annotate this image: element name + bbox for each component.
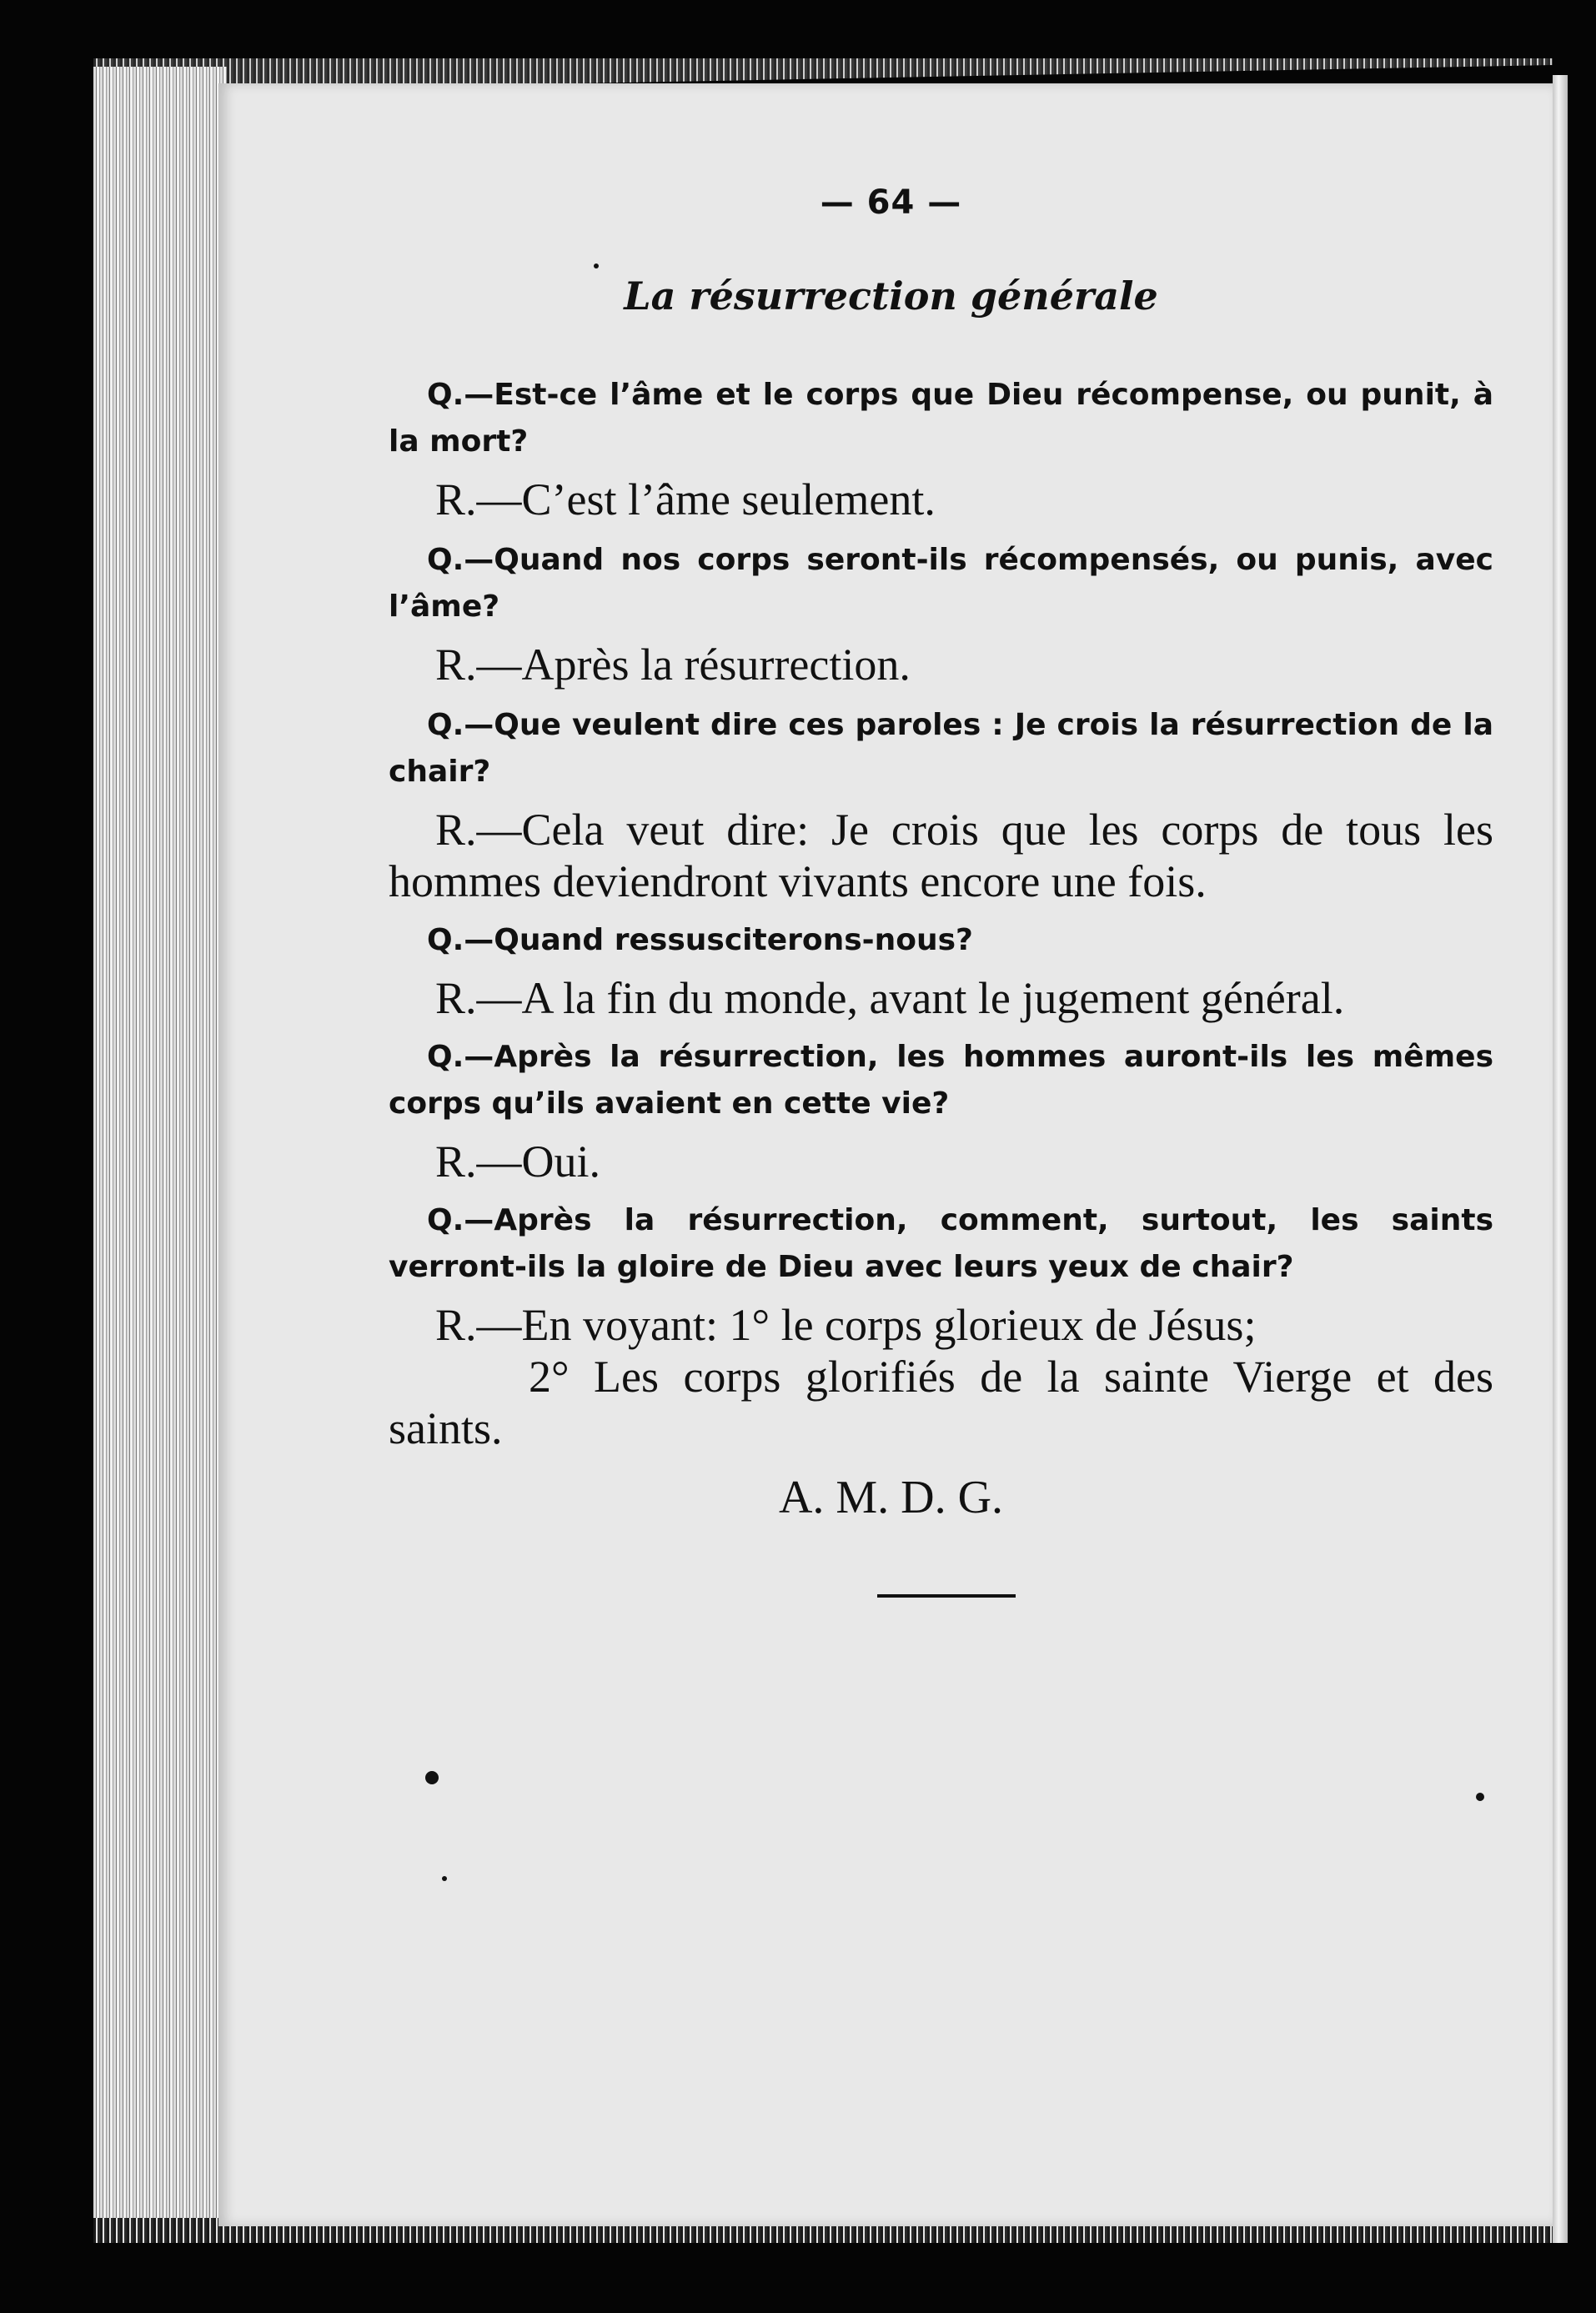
ink-speck (442, 1876, 447, 1881)
qa-item-4 (389, 917, 1493, 1024)
answer-3: R.—Cela veut dire: Je crois que les corps de tous les hommes deviendront vivants encore une fois. (389, 805, 1493, 906)
question-3: Q.—Que veulent dire ces paroles : Je crois la résurrection de la chair? (389, 708, 1493, 789)
qa-item-3 (389, 702, 1493, 907)
question-2: Q.—Quand nos corps seront-ils récompensés, ou punis, avec l’âme? (389, 543, 1493, 624)
ink-speck (1476, 1793, 1484, 1801)
page-number: — 64 — (820, 183, 962, 222)
page-right-edge (1553, 75, 1568, 2243)
answer-2: R.—Après la résurrection. (435, 640, 911, 690)
question-4: Q.—Quand ressusciterons-nous? (427, 923, 973, 957)
qa-item-1 (389, 372, 1493, 525)
ink-speck (425, 1771, 439, 1784)
answer-4: R.—A la fin du monde, avant le jugement général. (435, 973, 1345, 1023)
answer-5: R.—Oui. (435, 1136, 601, 1187)
qa-item-6 (389, 1197, 1493, 1454)
question-6: Q.—Après la résurrection, comment, surtout, les saints verront-ils la gloire de Dieu avec leurs yeux de chair? (389, 1203, 1493, 1284)
book-page-edges (93, 67, 227, 2243)
answer-1: R.—C’est l’âme seulement. (435, 474, 936, 524)
section-title: La résurrection générale (624, 273, 1158, 319)
closing-abbreviation: A. M. D. G. (778, 1472, 1004, 1523)
question-1: Q.—Est-ce l’âme et le corps que Dieu récompense, ou punit, à la mort? (389, 378, 1493, 459)
answer-6-continuation: 2° Les corps glorifiés de la sainte Vierge et des saints. (389, 1352, 1493, 1453)
qa-item-2 (389, 537, 1493, 690)
closing-rule (877, 1594, 1016, 1598)
answer-6: R.—En voyant: 1° le corps glorieux de Jésus; (435, 1300, 1257, 1350)
qa-item-5 (389, 1034, 1493, 1187)
question-5: Q.—Après la résurrection, les hommes auront-ils les mêmes corps qu’ils avaient en cette vie? (389, 1040, 1493, 1121)
ink-speck (594, 263, 599, 268)
